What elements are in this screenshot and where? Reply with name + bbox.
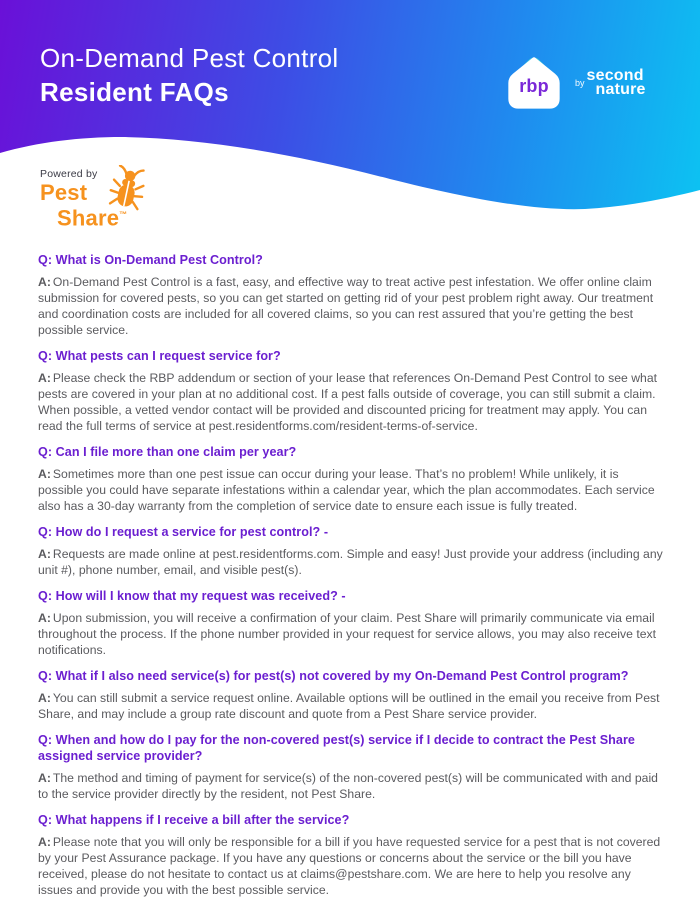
powered-by-label: Powered by — [40, 168, 98, 180]
answer-text: Please check the RBP addendum or section of your lease that references On-Demand Pest Control to see what pests are covered in your plan at no additional cost. If a pest falls outside of coverage, you can still submit a claim. When possible, a vetted vendor contact will be provided and discounted pricing for treatment may apply. You can read the full terms of service at pest.residentforms.com/resident-terms-of-service. — [38, 371, 658, 433]
answer-prefix: A: — [38, 275, 51, 289]
share-label: Share™ — [57, 205, 128, 231]
faq-question: Q: What pests can I request service for? — [38, 349, 281, 363]
answer-prefix: A: — [38, 611, 51, 625]
brand-name-second: second — [586, 67, 644, 84]
faq-answer — [38, 770, 666, 802]
trademark-label: ™ — [119, 210, 128, 219]
header-banner — [0, 0, 700, 242]
answer-text: Requests are made online at pest.residentforms.com. Simple and easy! Just provide your address (including any unit #), phone number, email, and visible pest(s). — [38, 547, 663, 577]
faq-answer — [38, 546, 666, 578]
faq-list — [0, 242, 700, 898]
faq-answer — [38, 274, 666, 338]
answer-prefix: A: — [38, 771, 51, 785]
page-title: On-Demand Pest Control — [40, 43, 339, 73]
answer-text: Upon submission, you will receive a confirmation of your claim. Pest Share will primarily communicate via email throughout the process. If the phone number provided in your request for service allows, you may also receive text notifications. — [38, 611, 657, 657]
faq-question: Q: What if I also need service(s) for pest(s) not covered by my On-Demand Pest Control program? — [38, 669, 629, 683]
answer-prefix: A: — [38, 467, 51, 481]
second-nature-logo — [575, 69, 646, 97]
faq-answer — [38, 466, 666, 514]
rbp-second-nature-brand — [503, 52, 646, 114]
rbp-label: rbp — [519, 76, 549, 96]
faq-question: Q: When and how do I pay for the non-covered pest(s) service if I decide to contract the Pest Share assigned service provider? — [38, 733, 635, 763]
answer-text: On-Demand Pest Control is a fast, easy, and effective way to treat active pest infestation. We offer online claim submission for covered pests, so you can get started on getting rid of your pest problem right away. Our treatment and coordination costs are included for all covered claims, so you can rest assured that you’re getting the best possible service. — [38, 275, 654, 337]
answer-text: The method and timing of payment for service(s) of the non-covered pest(s) will be communicated with and paid to the service provider directly by the resident, not Pest Share. — [38, 771, 658, 801]
faq-item — [38, 444, 666, 514]
answer-prefix: A: — [38, 691, 51, 705]
faq-question: Q: Can I file more than one claim per year? — [38, 445, 297, 459]
faq-item — [38, 732, 666, 802]
faq-question: Q: How will I know that my request was received? - — [38, 589, 346, 603]
answer-text: You can still submit a service request online. Available options will be outlined in the email you receive from Pest Share, and may include a group rate discount and quote from a Pest Share service provider. — [38, 691, 660, 721]
answer-prefix: A: — [38, 547, 51, 561]
faq-item — [38, 524, 666, 578]
answer-text: Please note that you will only be responsible for a bill if you have requested service for a pest that is not covered by your Pest Assurance package. If you have any questions or concerns about the service or the bill you have received, please do not hesitate to contact us at claims@pestshare.com. We are here to help you resolve any issues and provide you with the best possible service. — [38, 835, 661, 897]
faq-item — [38, 668, 666, 722]
answer-prefix: A: — [38, 371, 51, 385]
faq-question: Q: What happens if I receive a bill after the service? — [38, 813, 350, 827]
pest-label: Pest — [40, 180, 88, 205]
faq-answer — [38, 690, 666, 722]
faq-item — [38, 812, 666, 898]
by-label: by — [575, 78, 585, 88]
faq-question: Q: How do I request a service for pest control? - — [38, 525, 329, 539]
answer-prefix: A: — [38, 835, 51, 849]
pest-share-logo — [40, 168, 200, 229]
brand-name-nature: nature — [595, 81, 646, 98]
second-nature-name — [587, 69, 646, 97]
faq-question: Q: What is On-Demand Pest Control? — [38, 253, 263, 267]
beetle-icon — [106, 165, 152, 217]
faq-answer — [38, 834, 666, 898]
rbp-logo — [503, 52, 565, 114]
faq-answer — [38, 610, 666, 658]
answer-text: Sometimes more than one pest issue can occur during your lease. That’s no problem! While unlikely, it is possible you could have separate infestations within a calendar year, which the plan accommodates. Each service also has a 30-day warranty from the completion of service date to ensure each issue is fully treated. — [38, 467, 655, 513]
faq-item — [38, 252, 666, 338]
faq-item — [38, 588, 666, 658]
faq-answer — [38, 370, 666, 434]
header-titles — [40, 42, 339, 109]
faq-item — [38, 348, 666, 434]
page-subtitle: Resident FAQs — [40, 77, 229, 107]
